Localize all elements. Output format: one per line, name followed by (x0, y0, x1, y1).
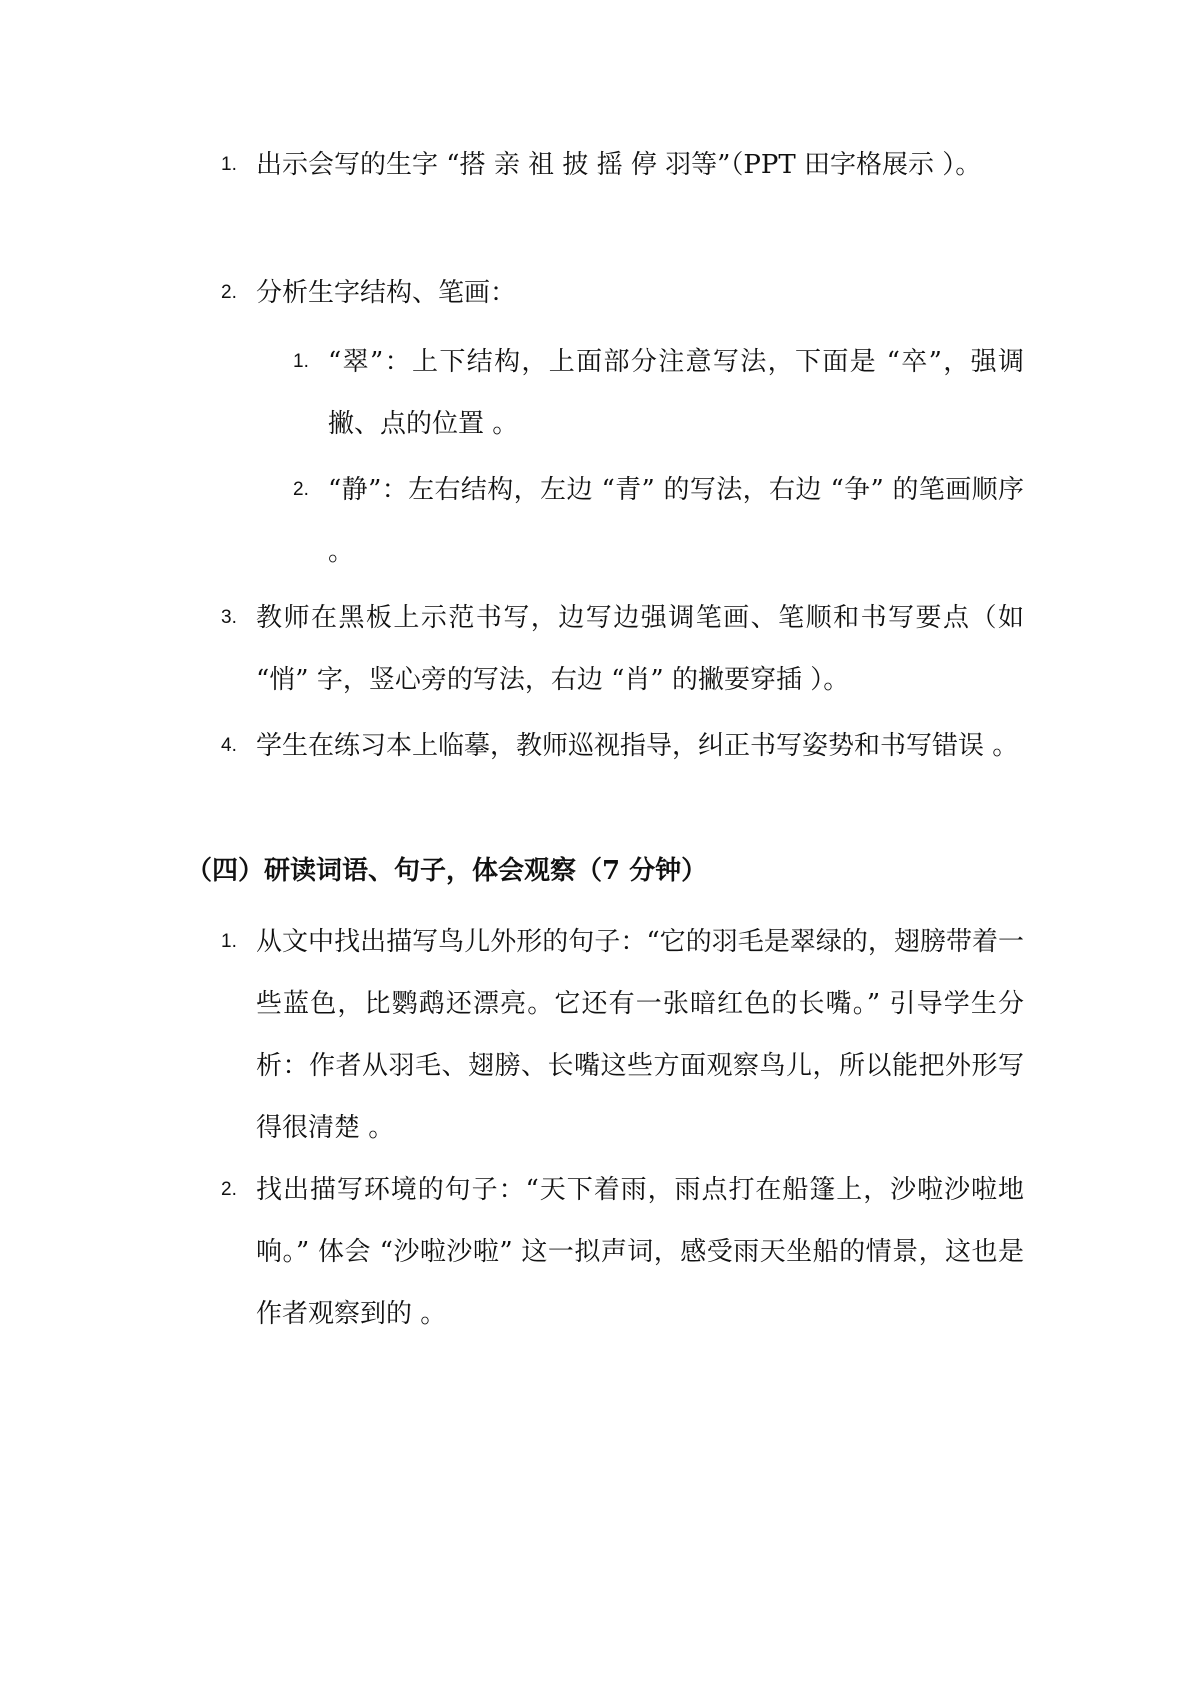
list-number: 2. (221, 282, 237, 303)
list-item-text: 学生在练习本上临摹，教师巡视指导，纠正书写姿势和书写错误 。 (256, 731, 1019, 761)
list-number: 3. (221, 607, 237, 628)
list-item-text: 教师在黑板上示范书写，边写边强调笔画、笔顺和书写要点（如 “悄” 字，竖心旁的写法，右边 “肖” 的撇要穿插 ）。 (256, 603, 1024, 695)
list-item-text: 出示会写的生字 “搭 亲 祖 披 摇 停 羽等”（PPT 田字格展示 ）。 (256, 150, 982, 180)
list-item-text: 从文中找出描写鸟儿外形的句子：“它的羽毛是翠绿的，翅膀带着一些蓝色，比鹦鹉还漂亮。它还有一张暗红色的长嘴。” 引导学生分析：作者从羽毛、翅膀、长嘴这些方面观察鸟儿，所以能把外形写得很清楚 。 (256, 927, 1024, 1143)
list-number: 1. (221, 931, 237, 952)
list-item-text: 找出描写环境的句子：“天下着雨，雨点打在船篷上，沙啦沙啦地响。” 体会 “沙啦沙啦” 这一拟声词，感受雨天坐船的情景，这也是作者观察到的 。 (256, 1175, 1024, 1329)
list-number: 1. (221, 154, 237, 175)
section-heading: （四）研读词语、句子，体会观察（7 分钟） (186, 856, 708, 886)
list-number: 4. (221, 735, 237, 756)
list-number: 2. (221, 1179, 237, 1200)
sublist-number: 1. (293, 351, 309, 372)
sublist-item-text: “翠”：上下结构，上面部分注意写法，下面是 “卒”，强调撇、点的位置 。 (328, 347, 1024, 439)
sublist-item-text: “静”：左右结构，左边 “青” 的写法，右边 “争” 的笔画顺序 。 (328, 475, 1024, 567)
sublist-number: 2. (293, 479, 309, 500)
list-item-text: 分析生字结构、笔画： (256, 278, 517, 308)
